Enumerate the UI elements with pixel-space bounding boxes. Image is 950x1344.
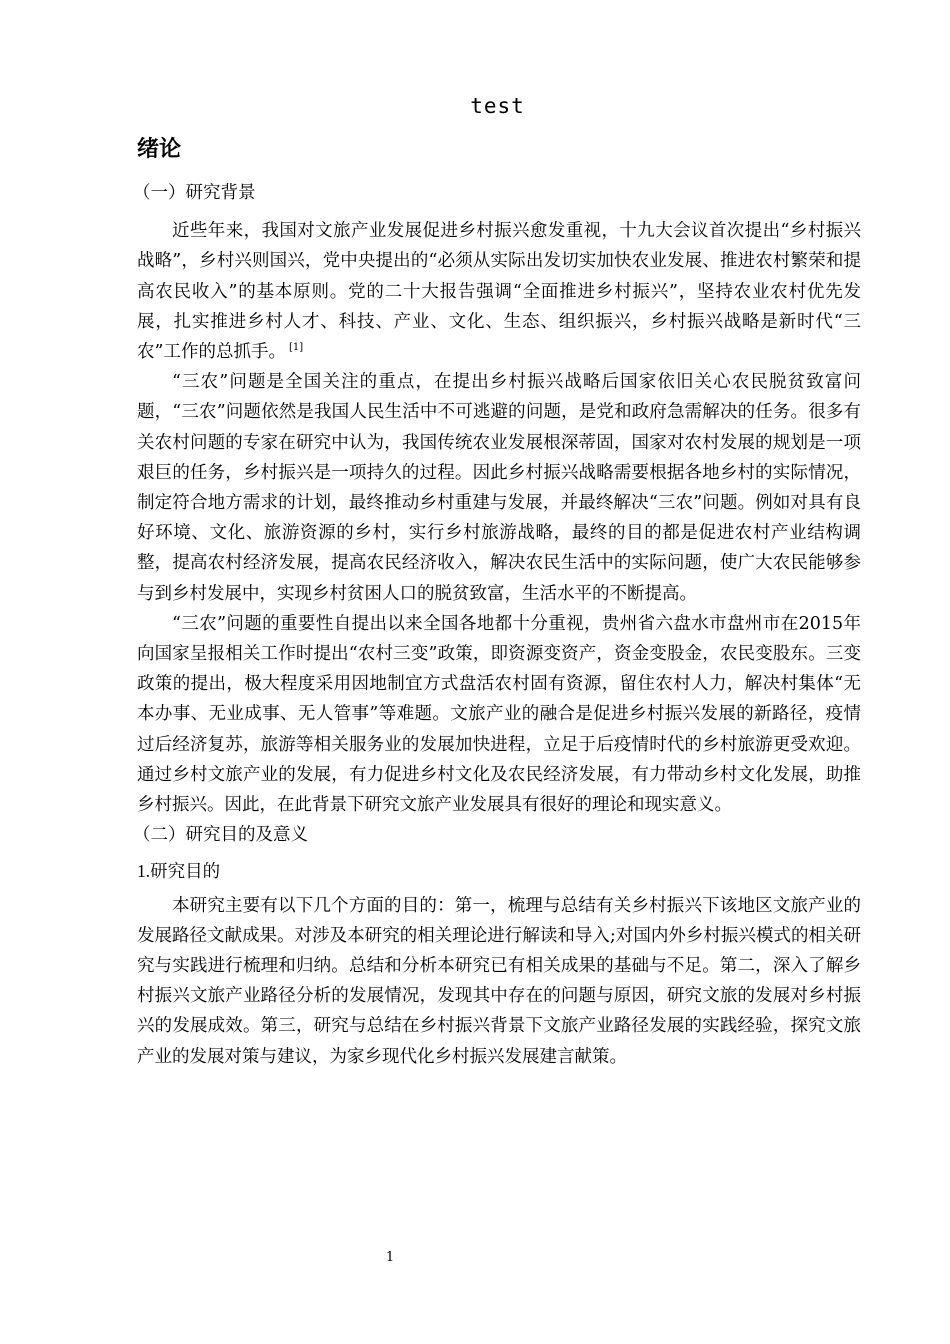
chapter-heading: 绪论 — [137, 137, 182, 162]
paragraph: “三农”问题的重要性自提出以来全国各地都十分重视，贵州省六盘水市盘州市在2015年向国家呈报相关工作时提出“农村三变”政策，即资源变资产，资金变股金，农民变股东。三变政策的提出，极大程度采用因地制宜方式盘活农村固有资源，留住农村人力，解决村集体“无本办事、无业成事、无人管事”等难题。文旅产业的融合是促进乡村振兴发展的新路径，疫情过后经济复苏，旅游等相关服务业的发展加快进程，立足于后疫情时代的乡村旅游更受欢迎。通过乡村文旅产业的发展，有力促进乡村文化及农民经济发展，有力带动乡村文化发展，助推乡村振兴。因此，在此背景下研究文旅产业发展具有很好的理论和现实意义。 — [137, 613, 861, 816]
section-heading-background: （一）研究背景 — [133, 183, 256, 203]
page-number: 1 — [385, 1250, 395, 1265]
body-text — [133, 178, 861, 1072]
paragraph-text: 近些年来，我国对文旅产业发展促进乡村振兴愈发重视，十九大会议首次提出“乡村振兴战略”，乡村兴则国兴，党中央提出的“必须从实际出发切实加快农业发展、推进农村繁荣和提高农民收入”的基本原则。党的二十大报告强调“全面推进乡村振兴”，坚持农业农村优先发展，扎实推进乡村人才、科技、产业、文化、生态、组织振兴，乡村振兴战略是新时代“三农”工作的总抓手。 — [137, 221, 861, 363]
paragraph — [137, 216, 861, 367]
document-title: test — [470, 94, 525, 118]
paragraph: “三农”问题是全国关注的重点，在提出乡村振兴战略后国家依旧关心农民脱贫致富问题，“三农”问题依然是我国人民生活中不可逃避的问题，是党和政府急需解决的任务。很多有关农村问题的专家在研究中认为，我国传统农业发展根深蒂固，国家对农村发展的规划是一项艰巨的任务，乡村振兴是一项持久的过程。因此乡村振兴战略需要根据各地乡村的实际情况，制定符合地方需求的计划，最终推动乡村重建与发展，并最终解决“三农”问题。例如对具有良好环境、文化、旅游资源的乡村，实行乡村旅游战略，最终的目的都是促进农村产业结构调整，提高农村经济发展，提高农民经济收入，解决农民生活中的实际问题，使广大农民能够参与到乡村发展中，实现乡村贫困人口的脱贫致富，生活水平的不断提高。 — [137, 372, 861, 604]
subsection-heading-purpose: 1.研究目的 — [137, 861, 221, 882]
paragraph: 本研究主要有以下几个方面的目的：第一，梳理与总结有关乡村振兴下该地区文旅产业的发展路径文献成果。对涉及本研究的相关理论进行解读和导入;对国内外乡村振兴模式的相关研究与实践进行梳理和归纳。总结和分析本研究已有相关成果的基础与不足。第二，深入了解乡村振兴文旅产业路径分析的发展情况，发现其中存在的问题与原因，研究文旅的发展对乡村振兴的发展成效。第三，研究与总结在乡村振兴背景下文旅产业路径发展的实践经验，探究文旅产业的发展对策与建议，为家乡现代化乡村振兴发展建言献策。 — [137, 895, 861, 1067]
section-heading-purpose: （二）研究目的及意义 — [133, 825, 308, 846]
citation-marker: [1] — [288, 342, 304, 354]
